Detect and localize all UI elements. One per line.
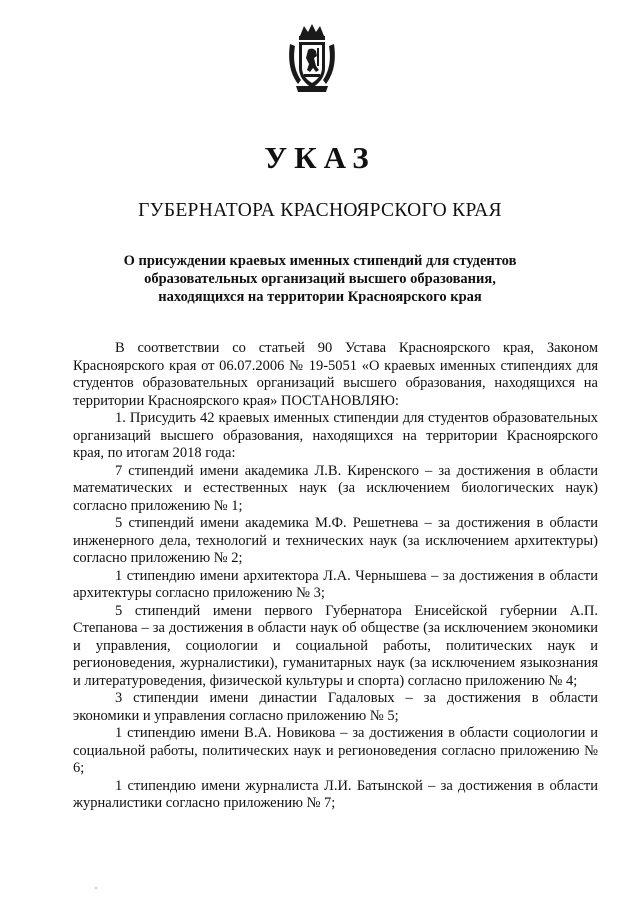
paragraph: 1 стипендию имени архитектора Л.А. Чернышева – за достижения в области архитектуры согласно приложению № 3; [73,567,598,601]
paragraph: 3 стипендии имени династии Гадаловых – за достижения в области экономики и управления согласно приложению № 5; [73,690,598,724]
paragraph: 1 стипендию имени В.А. Новикова – за достижения в области социологии и социальной работы, политических наук и регионоведения согласно приложению № 6; [73,725,598,776]
document-body [73,340,598,813]
paragraph: 7 стипендий имени академика Л.В. Киренского – за достижения в области математических и естественных наук (за исключением биологических наук) согласно приложению № 1; [73,462,598,514]
document-subtitle: ГУБЕРНАТОРА КРАСНОЯРСКОГО КРАЯ [138,200,502,221]
coat-of-arms-icon [286,22,338,96]
scan-speck [95,887,97,889]
paragraph: 5 стипендий имени первого Губернатора Енисейской губернии А.П. Степанова – за достижения в области наук об обществе (за исключением экономики и управления, социологии и социальной работы, политических наук и регионоведения, журналистики), гуманитарных наук (за исключением языкознания и литературоведения, физической культуры и спорта) согласно приложению № 4; [73,602,598,689]
paragraph: 1 стипендию имени журналиста Л.И. Батынской – за достижения в области журналистики согласно приложению № 7; [73,777,598,811]
document-title: УКАЗ [264,140,376,175]
paragraph: 1. Присудить 42 краевых именных стипендии для студентов образовательных организаций высшего образования, находящихся на территории Красноярского края, по итогам 2018 года: [73,410,598,461]
paragraph: 5 стипендий имени академика М.Ф. Решетнева – за достижения в области инженерного дела, технологий и технических наук (за исключением архитектуры) согласно приложению № 2; [73,515,598,566]
paragraph: В соответствии со статьей 90 Устава Красноярского края, Законом Красноярского края от 06.07.2006 № 19-5051 «О краевых именных стипендиях для студентов образовательных организаций высшего образования, находящихся на территории Красноярского края» ПОСТАНОВЛЯЮ: [73,340,598,409]
document-heading: О присуждении краевых именных стипендий для студентов образовательных организаций высшего образования, находящихся на территории Красноярского края [123,253,517,305]
